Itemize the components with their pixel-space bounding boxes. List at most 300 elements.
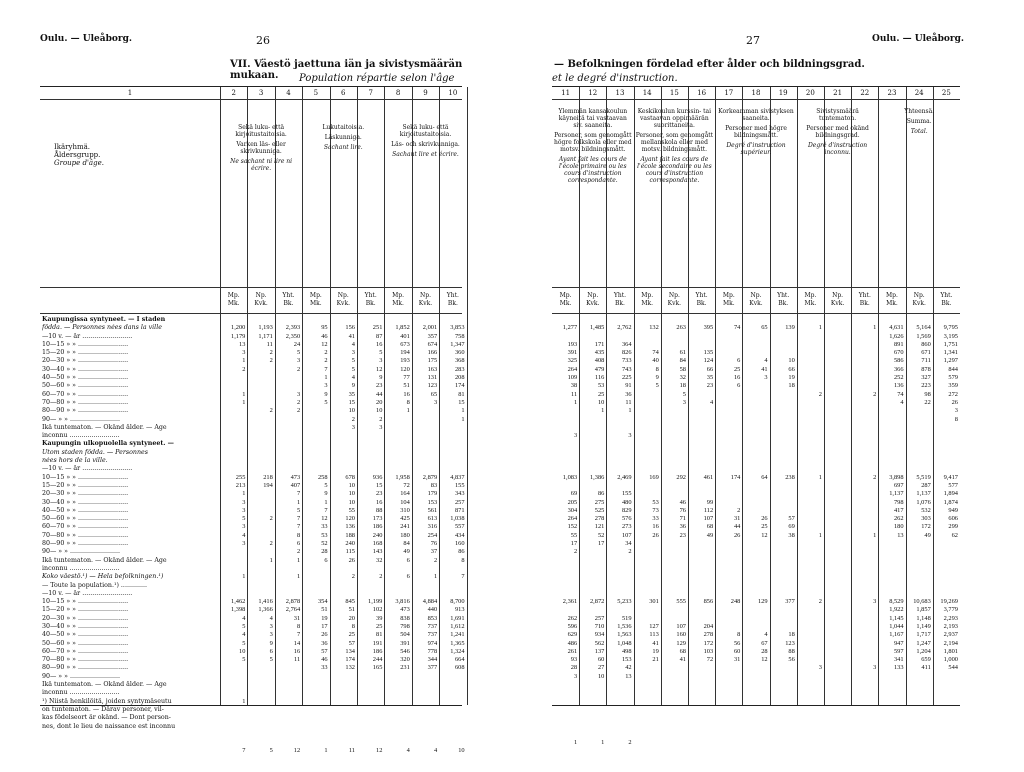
data-cell: 164 [400,490,410,498]
data-cell [688,714,713,722]
data-cell [634,615,659,623]
data-cell [330,457,355,465]
data-cell [742,490,767,498]
data-cell [634,316,659,324]
data-cell: 395 [703,324,714,332]
data-cell [878,407,903,415]
data-cell [275,416,300,424]
data-cell: 2,193 [943,622,958,630]
data-cell [797,523,822,531]
data-cell [439,440,464,448]
data-cell [275,374,300,382]
data-cell: 377 [427,664,438,672]
data-cell [878,557,903,565]
data-cell: 3 [269,631,273,639]
data-cell: 1,626 [889,332,904,340]
data-cell: 11 [348,747,355,755]
data-cell [247,565,272,573]
data-cell: 36 [679,523,686,531]
data-cell: 5,519 [916,473,931,481]
data-cell [824,714,849,722]
data-cell [770,623,795,631]
data-cell: 14 [293,639,301,647]
data-cell [851,333,876,341]
row-label: 30—40 » » ......................... [42,498,129,506]
data-cell: 557 [454,523,465,531]
data-cell [634,407,659,415]
data-cell: 9 [324,390,328,398]
data-cell: 1,347 [450,340,465,348]
data-cell: 5 [682,390,686,398]
data-cell: 86 [597,490,605,498]
data-cell [742,731,767,739]
data-cell: 401 [400,332,410,340]
data-cell [715,449,740,457]
row-label: 30—40 » » ......................... [42,622,129,630]
data-cell [579,714,604,722]
data-cell [742,756,767,764]
data-cell: 57 [348,639,355,647]
data-cell: 244 [372,656,383,664]
data-cell: 44 [376,390,383,398]
data-cell [330,673,355,681]
data-cell [688,316,713,324]
data-cell [579,416,604,424]
data-cell [742,623,767,631]
data-cell: 1,204 [916,647,931,655]
data-cell [878,714,903,722]
data-cell [770,333,795,341]
row-label: 15—20 » » ......................... [42,606,129,614]
data-cell [302,565,327,573]
data-cell [878,673,903,681]
group-header-fi: Sekä luku- että kirjoitustaitoisia. [235,124,287,138]
data-cell: 10 [239,647,246,655]
data-cell: 52 [321,540,328,548]
data-cell: 561 [427,506,438,514]
data-cell: 91 [625,382,632,390]
data-cell [742,698,767,706]
data-cell: 613 [427,515,438,523]
row-label: 70—80 » » ......................... [42,656,129,664]
sub-header-line: Bk. [696,300,707,307]
data-cell: 49 [403,548,410,556]
data-cell: 115 [345,548,355,556]
data-cell [661,565,686,573]
data-cell: 4 [764,357,768,365]
data-cell [247,440,272,448]
data-cell: 913 [454,606,465,614]
data-cell: 107 [676,622,686,630]
data-cell: 60 [597,656,605,664]
data-cell [797,449,822,457]
data-cell [661,540,686,548]
data-cell [275,582,300,590]
data-cell [933,747,958,755]
data-cell: 798 [893,498,904,506]
row-label: 15—20 » » ......................... [42,481,129,489]
data-cell: 10 [458,747,465,755]
data-cell [552,689,577,697]
data-cell [634,764,659,772]
data-cell [688,440,713,448]
data-cell: 88 [376,506,383,514]
data-cell [384,698,409,706]
data-cell: 16 [733,374,741,382]
data-cell: 1,167 [889,631,904,639]
data-cell: 136 [893,382,904,390]
data-cell: 12 [321,515,328,523]
data-column [715,316,740,764]
data-cell: 19 [652,647,659,655]
data-cell [715,756,740,764]
data-cell [851,465,876,473]
data-cell [412,316,437,324]
data-cell: 16 [403,390,410,398]
data-cell: 6 [296,540,301,548]
data-cell: 132 [649,324,659,332]
data-cell [606,333,631,341]
data-cell [247,689,272,697]
data-cell: 1,179 [231,332,246,340]
data-cell [412,565,437,573]
data-cell: 38 [570,382,578,390]
data-cell [742,457,767,465]
sub-header-line: Mp. [392,292,405,299]
data-cell: 137 [594,647,605,655]
data-cell: 4 [709,398,714,406]
data-cell: 891 [893,340,904,348]
data-cell: 8 [406,398,410,406]
data-cell [634,706,659,714]
data-cell [275,681,300,689]
data-cell: 13 [897,531,904,539]
data-cell: 124 [703,357,714,365]
data-cell [439,673,464,681]
data-cell [634,391,659,399]
data-cell [220,731,245,739]
sub-header [634,292,661,308]
data-cell [579,316,604,324]
sub-header-line: Yht. [940,292,953,299]
data-cell: 2 [296,365,301,373]
data-cell [878,681,903,689]
data-cell: 1 [818,531,822,539]
data-cell [851,416,876,424]
data-cell [552,606,577,614]
col-number: 8 [395,89,401,97]
sub-header-line: Np. [419,292,431,299]
sub-header-line: Kvk. [418,300,433,307]
sub-header-line: Mp. [641,292,654,299]
data-cell: 257 [454,498,465,506]
data-cell [661,432,686,440]
data-cell [770,465,795,473]
data-cell: 251 [372,324,383,332]
data-cell: 1,145 [889,614,904,622]
data-column [330,316,355,756]
data-cell [275,440,300,448]
data-cell: 525 [594,506,605,514]
data-cell: 3 [351,423,355,431]
data-cell [275,449,300,457]
data-cell: 28 [761,647,768,655]
data-cell [247,449,272,457]
data-cell [851,706,876,714]
data-cell: 1 [601,407,605,415]
data-cell: 7 [296,515,301,523]
data-cell [906,673,931,681]
data-cell [634,416,659,424]
group-header-fr: Total. [910,128,928,135]
data-cell [661,689,686,697]
data-cell [220,407,245,415]
data-cell: 20 [348,614,355,622]
data-cell [906,706,931,714]
data-cell: 40 [652,357,659,365]
data-cell [770,606,795,614]
data-cell: 278 [703,631,714,639]
data-cell [851,689,876,697]
data-cell: 18 [788,631,795,639]
data-cell: 4 [269,614,273,622]
data-cell [797,399,822,407]
data-cell: 829 [621,506,632,514]
data-cell [824,723,849,731]
group-header-sv: Personer, som genomgått högre folkskola eller med motsv. bildningsmått. [554,132,632,153]
data-cell: 71 [679,515,686,523]
data-cell [302,590,327,598]
data-cell: 5 [269,747,273,755]
left-table [40,86,465,755]
data-cell [220,714,245,722]
data-cell [606,457,631,465]
sub-header-line: Yht. [695,292,708,299]
data-cell: 283 [454,365,465,373]
data-cell [906,573,931,581]
sub-header [552,292,579,308]
data-cell [824,582,849,590]
data-cell [715,706,740,714]
data-cell [851,565,876,573]
data-cell [878,316,903,324]
data-cell [770,557,795,565]
data-cell: 174 [730,473,741,481]
data-cell: 51 [403,382,410,390]
data-cell: 264 [567,365,578,373]
data-cell: 733 [621,357,632,365]
data-cell: 504 [400,631,410,639]
data-cell [851,457,876,465]
data-cell [742,382,767,390]
data-cell: 16 [652,523,659,531]
row-label: on tuntematon. — Därav personer, vil- [42,705,164,713]
data-cell: 1 [601,739,605,747]
data-cell [606,582,631,590]
data-column [688,316,713,764]
data-cell: 152 [567,523,578,531]
data-cell: 1,076 [916,498,931,506]
data-cell: 5 [296,506,301,514]
data-cell: 7 [461,573,465,581]
data-cell: 76 [679,506,686,514]
data-cell: 10 [597,398,605,406]
data-cell: 4,884 [422,598,438,606]
data-cell: 2 [269,357,273,365]
data-cell [797,457,822,465]
data-cell [439,457,464,465]
data-cell [797,557,822,565]
data-cell [742,615,767,623]
sub-header-line: Np. [832,292,844,299]
data-cell: 231 [400,664,410,672]
data-cell [412,739,437,747]
data-cell [878,756,903,764]
data-cell [688,424,713,432]
data-cell: 1,199 [368,598,383,606]
data-cell: 76 [430,540,438,548]
data-cell: 664 [454,656,465,664]
data-cell [606,731,631,739]
data-cell: 74 [733,324,741,332]
data-cell [552,333,577,341]
data-cell [634,573,659,581]
data-cell [933,731,958,739]
data-cell: 104 [400,498,410,506]
data-cell [715,407,740,415]
data-cell: 845 [345,598,355,606]
data-cell [330,706,355,714]
data-cell [302,698,327,706]
data-cell: 1 [242,697,246,705]
row-label: 20—30 » » ......................... [42,357,129,365]
data-cell [634,606,659,614]
sub-header-line: Kvk. [912,300,926,307]
data-cell: 10 [348,481,355,489]
row-label: 80—90 » » ......................... [42,407,129,415]
sub-header-line: Np. [750,292,762,299]
data-cell [412,440,437,448]
data-cell [770,341,795,349]
data-cell [412,424,437,432]
sub-header-line: Np. [587,292,599,299]
data-cell [797,490,822,498]
data-cell: 4,837 [450,473,465,481]
data-cell [247,548,272,556]
data-cell [688,573,713,581]
data-cell: 737 [427,631,438,639]
data-cell [851,573,876,581]
data-cell: 84 [403,540,410,548]
sub-header-line: Np. [255,292,267,299]
data-cell: 46 [679,498,686,506]
data-cell: 278 [594,515,605,523]
data-cell [933,457,958,465]
data-cell [579,706,604,714]
data-cell: 24 [293,340,301,348]
data-cell [742,723,767,731]
data-cell [579,723,604,731]
col-number: 3 [258,89,264,97]
data-cell [357,432,382,440]
data-cell [797,631,822,639]
data-cell [661,316,686,324]
data-cell: 133 [893,664,904,672]
data-cell [220,723,245,731]
data-cell: 1,386 [589,473,605,481]
data-cell [330,698,355,706]
data-cell [688,615,713,623]
data-cell [770,698,795,706]
data-cell [439,432,464,440]
data-column [661,316,686,772]
data-cell: 17 [570,540,578,548]
data-cell: 5,164 [916,324,931,332]
data-cell [661,590,686,598]
data-cell: 134 [345,647,355,655]
data-cell: 32 [376,556,383,564]
row-label: 40—50 » » ......................... [42,374,129,382]
data-cell: 275 [594,498,605,506]
data-cell: 57 [788,515,795,523]
group-header-fr: Ayant fait les cours de l'école secondaire ou les cours d'instruction correspondante. [637,156,712,184]
data-cell [606,573,631,581]
data-cell [933,706,958,714]
data-cell [606,714,631,722]
row-label: —10 v. — år ......................... [42,465,133,473]
data-cell [851,747,876,755]
data-cell [824,440,849,448]
data-cell [797,374,822,382]
data-cell: 2,764 [285,606,301,614]
data-cell [579,449,604,457]
data-cell [715,499,740,507]
data-cell [933,548,958,556]
col-number: 12 [588,89,598,97]
data-cell [247,457,272,465]
data-cell: 2,937 [943,631,958,639]
data-cell [770,747,795,755]
data-cell: 2 [818,390,822,398]
data-cell: 81 [376,631,383,639]
data-cell [247,499,272,507]
data-cell: 20 [376,398,383,406]
data-cell [851,499,876,507]
row-label: Kaupungin ulkopuolella syntyneet. — [42,440,174,448]
data-cell: 3,816 [395,598,410,606]
data-cell: 273 [621,523,632,531]
group-header-fi: Korkeamman sivistyksen saaneita. [718,108,794,122]
data-cell [715,333,740,341]
data-cell: 99 [706,498,714,506]
data-cell [906,714,931,722]
data-cell: 84 [679,357,686,365]
data-cell [878,540,903,548]
data-cell: 9 [269,639,273,647]
data-cell [688,333,713,341]
data-cell [824,548,849,556]
data-cell [851,756,876,764]
data-cell: 26 [951,398,958,406]
data-cell: 434 [454,531,465,539]
row-label: Ikä tuntematon. — Okänd ålder. — Age [42,423,167,431]
data-cell: 68 [706,523,714,531]
data-cell [357,689,382,697]
right-page [512,0,1024,747]
data-cell [797,424,822,432]
data-cell [302,706,327,714]
data-cell [552,582,577,590]
